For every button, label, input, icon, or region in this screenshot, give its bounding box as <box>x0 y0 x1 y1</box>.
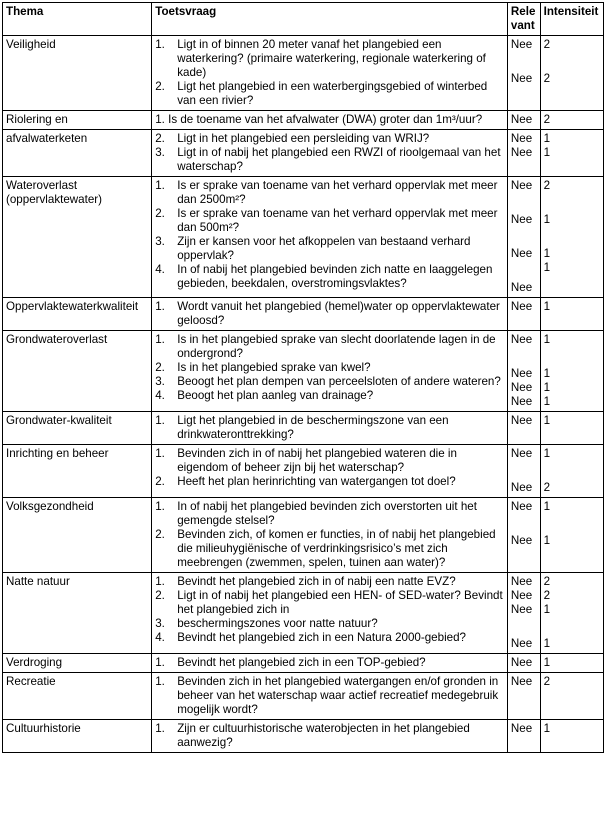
relevant-value: Nee <box>510 281 533 294</box>
cell-thema: Oppervlaktewaterkwaliteit <box>3 298 152 331</box>
relevant-value: Nee <box>510 367 533 380</box>
cell-relevant <box>507 573 540 654</box>
cell-thema: Veiligheid <box>3 36 152 111</box>
question-text: Ligt het plangebied in een waterbergingsgebied of winterbed van een rivier? <box>177 80 488 107</box>
intensiteit-value: 1 <box>543 414 551 427</box>
cell-intensiteit <box>540 673 603 720</box>
cell-toetsvraag <box>152 130 508 177</box>
intensiteit-value: 2 <box>543 481 551 494</box>
relevant-value: Nee <box>510 481 533 494</box>
relevant-value: Nee <box>510 534 533 547</box>
cell-relevant <box>507 36 540 111</box>
question-number: 2. <box>155 132 165 145</box>
question-item <box>155 447 504 475</box>
question-number: 2. <box>155 475 165 488</box>
cell-relevant <box>507 298 540 331</box>
question-number: 4. <box>155 631 165 644</box>
question-text: Bevinden zich, of komen er functies, in of nabij het plangebied die milieuhygiënische of verdrinkingsrisico’s met zich meebrengen (zwemmen, spelen, tuinen aan water)? <box>177 528 496 569</box>
cell-intensiteit <box>540 331 603 412</box>
cell-intensiteit <box>540 111 603 130</box>
intensiteit-value: 2 <box>543 675 551 688</box>
question-text: Wordt vanuit het plangebied (hemel)water op oppervlaktewater geloosd? <box>177 300 500 327</box>
cell-relevant <box>507 445 540 498</box>
question-item <box>155 113 504 127</box>
cell-toetsvraag <box>152 720 508 753</box>
intensiteit-value: 1 <box>543 132 551 145</box>
question-item <box>155 675 504 717</box>
question-number: 1. <box>155 447 165 460</box>
intensiteit-value: 1 <box>543 637 551 650</box>
question-number: 1. <box>155 722 165 735</box>
question-text: Zijn er kansen voor het afkoppelen van bestaand verhard oppervlak? <box>177 235 471 262</box>
cell-thema: Grondwater-kwaliteit <box>3 412 152 445</box>
cell-relevant <box>507 673 540 720</box>
question-item <box>155 179 504 207</box>
intensiteit-value: 1 <box>543 213 551 226</box>
question-number: 2. <box>155 589 165 602</box>
question-item <box>155 207 504 235</box>
relevant-value: Nee <box>510 300 533 313</box>
cell-intensiteit <box>540 445 603 498</box>
question-text: Beoogt het plan aanleg van drainage? <box>177 389 374 402</box>
cell-thema: Natte natuur <box>3 573 152 654</box>
intensiteit-value: 1 <box>543 381 551 394</box>
cell-thema: Grondwateroverlast <box>3 331 152 412</box>
cell-intensiteit <box>540 573 603 654</box>
question-item <box>155 235 504 263</box>
relevant-value: Nee <box>510 72 533 85</box>
question-text: 1. Is de toename van het afvalwater (DWA) groter dan 1m³/uur? <box>155 113 483 126</box>
table-row <box>3 445 604 498</box>
cell-thema: Inrichting en beheer <box>3 445 152 498</box>
intensiteit-value: 2 <box>543 38 551 51</box>
question-text: Is in het plangebied sprake van kwel? <box>177 361 371 374</box>
watertoets-table <box>2 2 604 753</box>
intensiteit-value: 1 <box>543 261 551 274</box>
table-row <box>3 177 604 298</box>
intensiteit-value: 2 <box>543 179 551 192</box>
table-body <box>3 36 604 753</box>
question-item <box>155 475 504 489</box>
question-number: 1. <box>155 38 165 51</box>
question-item <box>155 389 504 403</box>
intensiteit-value: 1 <box>543 447 551 460</box>
question-item <box>155 414 504 442</box>
question-number: 2. <box>155 361 165 374</box>
question-number: 3. <box>155 235 165 248</box>
question-item <box>155 500 504 528</box>
cell-intensiteit <box>540 654 603 673</box>
cell-intensiteit <box>540 36 603 111</box>
question-item <box>155 38 504 80</box>
cell-intensiteit <box>540 720 603 753</box>
intensiteit-value: 2 <box>543 575 551 588</box>
question-item <box>155 528 504 570</box>
cell-relevant <box>507 177 540 298</box>
cell-relevant <box>507 412 540 445</box>
question-item <box>155 361 504 375</box>
relevant-value: Nee <box>510 575 533 588</box>
cell-thema: Wateroverlast (oppervlaktewater) <box>3 177 152 298</box>
relevant-value: Nee <box>510 113 533 126</box>
intensiteit-value: 1 <box>543 395 551 408</box>
cell-relevant <box>507 130 540 177</box>
cell-intensiteit <box>540 177 603 298</box>
question-item <box>155 375 504 389</box>
relevant-value: Nee <box>510 675 533 688</box>
cell-intensiteit <box>540 298 603 331</box>
question-number: 3. <box>155 375 165 388</box>
relevant-value: Nee <box>510 656 533 669</box>
question-item <box>155 80 504 108</box>
table-row <box>3 573 604 654</box>
question-text: Bevinden zich in het plangebied watergangen en/of gronden in beheer van het waterschap waar actief recreatief medegebruik mogelijk wordt? <box>177 675 499 716</box>
cell-thema: afvalwaterketen <box>3 130 152 177</box>
intensiteit-value: 1 <box>543 146 551 159</box>
cell-thema: Cultuurhistorie <box>3 720 152 753</box>
question-number: 1. <box>155 414 165 427</box>
table-row <box>3 130 604 177</box>
cell-toetsvraag <box>152 654 508 673</box>
cell-intensiteit <box>540 130 603 177</box>
cell-intensiteit <box>540 498 603 573</box>
question-text: Ligt in of binnen 20 meter vanaf het plangebied een waterkering? (primaire waterkering, regionale waterkering of kade) <box>177 38 486 79</box>
question-item <box>155 575 504 589</box>
table-row <box>3 673 604 720</box>
cell-toetsvraag <box>152 111 508 130</box>
relevant-value: Nee <box>510 447 533 460</box>
question-item <box>155 146 504 174</box>
intensiteit-value: 1 <box>543 656 551 669</box>
header-row <box>3 3 604 36</box>
question-number: 1. <box>155 179 165 192</box>
intensiteit-value: 2 <box>543 589 551 602</box>
intensiteit-value: 1 <box>543 367 551 380</box>
relevant-value: Nee <box>510 381 533 394</box>
header-toetsvraag: Toetsvraag <box>152 3 508 36</box>
table-row <box>3 412 604 445</box>
question-text: Bevindt het plangebied zich in een TOP-gebied? <box>177 656 426 669</box>
relevant-value: Nee <box>510 722 533 735</box>
cell-thema: Verdroging <box>3 654 152 673</box>
question-item <box>155 656 504 670</box>
question-text: Ligt het plangebied in de beschermingszone van een drinkwateronttrekking? <box>177 414 449 441</box>
table-row <box>3 654 604 673</box>
cell-toetsvraag <box>152 36 508 111</box>
question-item <box>155 333 504 361</box>
cell-toetsvraag <box>152 445 508 498</box>
cell-toetsvraag <box>152 573 508 654</box>
question-number: 1. <box>155 300 165 313</box>
question-number: 1. <box>155 333 165 346</box>
table-row <box>3 720 604 753</box>
question-text: Bevindt het plangebied zich in of nabij een natte EVZ? <box>177 575 456 588</box>
cell-relevant <box>507 654 540 673</box>
intensiteit-value: 1 <box>543 534 551 547</box>
question-number: 1. <box>155 656 165 669</box>
question-text: In of nabij het plangebied bevinden zich natte en laaggelegen gebieden, beekdalen, overstromingsvlaktes? <box>177 263 493 290</box>
intensiteit-value: 1 <box>543 247 551 260</box>
relevant-value: Nee <box>510 603 533 616</box>
question-text: Bevindt het plangebied zich in een Natura 2000-gebied? <box>177 631 466 644</box>
question-text: Ligt in het plangebied een persleiding van WRIJ? <box>177 132 430 145</box>
cell-toetsvraag <box>152 331 508 412</box>
question-text: In of nabij het plangebied bevinden zich overstorten uit het gemengde stelsel? <box>177 500 477 527</box>
relevant-value: Nee <box>510 589 533 602</box>
cell-thema: Recreatie <box>3 673 152 720</box>
intensiteit-value: 1 <box>543 300 551 313</box>
relevant-value: Nee <box>510 213 533 226</box>
question-text: Is er sprake van toename van het verhard oppervlak met meer dan 2500m²? <box>177 179 498 206</box>
table-row <box>3 498 604 573</box>
cell-relevant <box>507 720 540 753</box>
question-item <box>155 617 504 631</box>
question-number: 2. <box>155 80 165 93</box>
intensiteit-value: 1 <box>543 333 551 346</box>
cell-toetsvraag <box>152 498 508 573</box>
cell-relevant <box>507 498 540 573</box>
question-number: 1. <box>155 575 165 588</box>
relevant-value: Nee <box>510 132 533 145</box>
question-text: Is in het plangebied sprake van slecht doorlatende lagen in de ondergrond? <box>177 333 496 360</box>
intensiteit-value: 1 <box>543 603 551 616</box>
cell-thema: Volksgezondheid <box>3 498 152 573</box>
question-text: beschermingszones voor natte natuur? <box>177 617 378 630</box>
question-text: Beoogt het plan dempen van perceelsloten of andere wateren? <box>177 375 501 388</box>
header-intensiteit: Intensiteit <box>540 3 603 36</box>
question-item <box>155 300 504 328</box>
relevant-value: Nee <box>510 637 533 650</box>
relevant-value: Nee <box>510 395 533 408</box>
cell-toetsvraag <box>152 298 508 331</box>
cell-relevant <box>507 331 540 412</box>
table-row <box>3 36 604 111</box>
relevant-value: Nee <box>510 38 533 51</box>
question-text: Ligt in of nabij het plangebied een RWZI of rioolgemaal van het waterschap? <box>177 146 501 173</box>
question-item <box>155 263 504 291</box>
table-row <box>3 331 604 412</box>
question-number: 4. <box>155 389 165 402</box>
header-thema: Thema <box>3 3 152 36</box>
table-row <box>3 111 604 130</box>
table-row <box>3 298 604 331</box>
relevant-value: Nee <box>510 500 533 513</box>
header-relevant: Rele vant <box>507 3 540 36</box>
question-number: 4. <box>155 263 165 276</box>
cell-toetsvraag <box>152 673 508 720</box>
question-item <box>155 589 504 617</box>
question-item <box>155 722 504 750</box>
question-number: 1. <box>155 500 165 513</box>
cell-toetsvraag <box>152 412 508 445</box>
intensiteit-value: 1 <box>543 500 551 513</box>
cell-intensiteit <box>540 412 603 445</box>
question-text: Ligt in of nabij het plangebied een HEN- of SED-water? Bevindt het plangebied zich in <box>177 589 503 616</box>
question-text: Heeft het plan herinrichting van watergangen tot doel? <box>177 475 456 488</box>
relevant-value: Nee <box>510 179 533 192</box>
question-item <box>155 631 504 645</box>
intensiteit-value: 1 <box>543 722 551 735</box>
relevant-value: Nee <box>510 146 533 159</box>
question-number: 1. <box>155 675 165 688</box>
intensiteit-value: 2 <box>543 72 551 85</box>
question-text: Bevinden zich in of nabij het plangebied wateren die in eigendom of beheer zijn bij het waterschap? <box>177 447 457 474</box>
question-text: Is er sprake van toename van het verhard oppervlak met meer dan 500m²? <box>177 207 498 234</box>
cell-toetsvraag <box>152 177 508 298</box>
relevant-value: Nee <box>510 247 533 260</box>
question-number: 3. <box>155 617 165 630</box>
relevant-value: Nee <box>510 333 533 346</box>
question-number: 2. <box>155 207 165 220</box>
relevant-value: Nee <box>510 414 533 427</box>
intensiteit-value: 2 <box>543 113 551 126</box>
question-item <box>155 132 504 146</box>
cell-thema: Riolering en <box>3 111 152 130</box>
question-text: Zijn er cultuurhistorische waterobjecten in het plangebied aanwezig? <box>177 722 470 749</box>
question-number: 2. <box>155 528 165 541</box>
question-number: 3. <box>155 146 165 159</box>
cell-relevant <box>507 111 540 130</box>
